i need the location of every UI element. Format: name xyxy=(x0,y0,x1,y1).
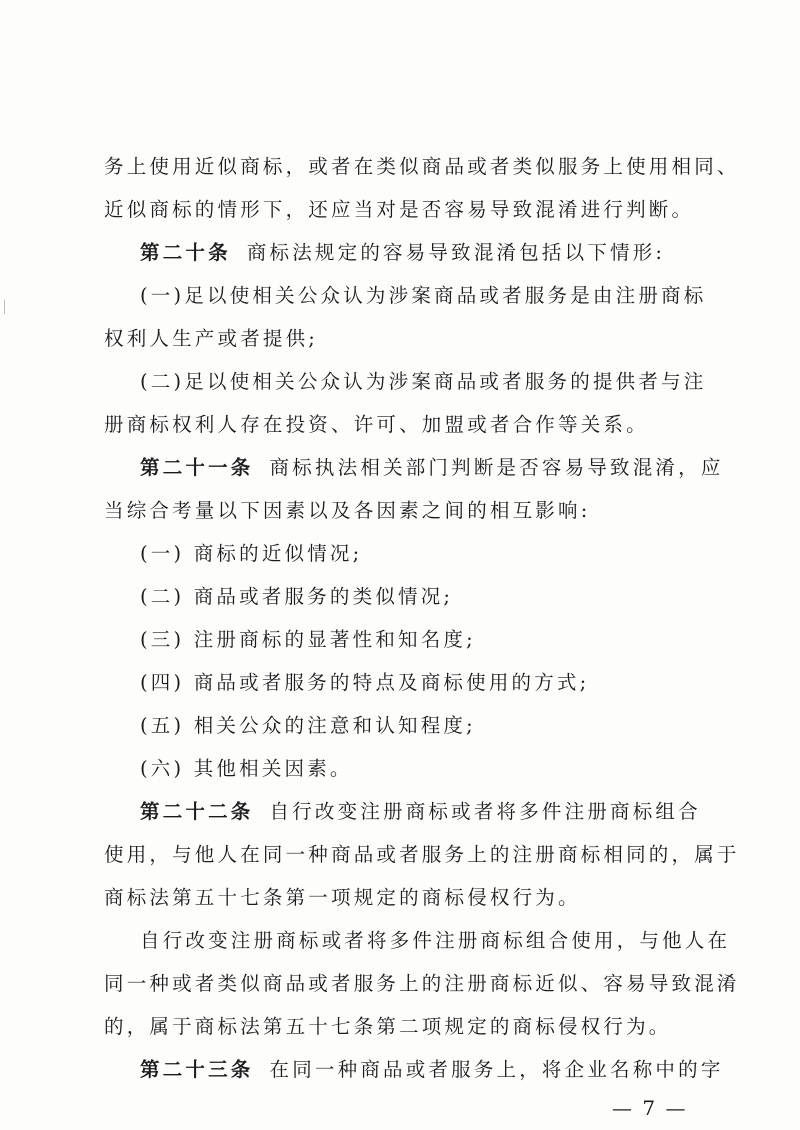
text-line: 自行改变注册商标或者将多件注册商标组合 xyxy=(269,800,701,823)
text-line: 近似商标的情形下，还应当对是否容易导致混淆进行判断。 xyxy=(104,198,695,221)
list-item: (五) 相关公众的注意和认知程度; xyxy=(140,714,476,737)
article-21-heading: 第二十一条 xyxy=(140,456,254,479)
article-22-heading: 第二十二条 xyxy=(140,800,254,823)
text-line: 同一种或者类似商品或者服务上的注册商标近似、容易导致混淆 xyxy=(104,972,740,995)
article-20-paragraph xyxy=(0,239,800,267)
text-line: (二)足以使相关公众认为涉案商品或者服务的提供者与注 xyxy=(140,370,707,393)
article-22-paragraph xyxy=(0,798,800,826)
text-line: 使用，与他人在同一种商品或者服务上的注册商标相同的，属于 xyxy=(104,843,740,866)
list-item: (二) 商品或者服务的类似情况; xyxy=(140,585,454,608)
text-line: 自行改变注册商标或者将多件注册商标组合使用，与他人在 xyxy=(140,929,731,952)
list-item: (一) 商标的近似情况; xyxy=(140,542,363,565)
article-23-heading: 第二十三条 xyxy=(140,1058,254,1081)
text-line: 务上使用近似商标，或者在类似商品或者类似服务上使用相同、 xyxy=(104,155,740,178)
text-line: (一)足以使相关公众认为涉案商品或者服务是由注册商标 xyxy=(140,284,707,307)
text-line: 册商标权利人存在投资、许可、加盟或者合作等关系。 xyxy=(104,413,649,436)
text-line: 在同一种商品或者服务上，将企业名称中的字 xyxy=(269,1058,724,1081)
article-20-heading: 第二十条 xyxy=(140,241,231,264)
list-item: (六) 其他相关因素。 xyxy=(140,757,353,780)
text-line: 当综合考量以下因素以及各因素之间的相互影响: xyxy=(104,499,591,522)
page-number: — 7 — xyxy=(612,1096,688,1120)
text-line: 商标法第五十七条第一项规定的商标侵权行为。 xyxy=(104,886,581,909)
list-item: (四) 商品或者服务的特点及商标使用的方式; xyxy=(140,671,590,694)
text-line: 商标法规定的容易导致混淆包括以下情形: xyxy=(246,241,666,264)
text-line: 的，属于商标法第五十七条第二项规定的商标侵权行为。 xyxy=(104,1015,672,1038)
text-line: 权利人生产或者提供; xyxy=(104,327,319,350)
list-item: (三) 注册商标的显著性和知名度; xyxy=(140,628,476,651)
article-23-paragraph xyxy=(0,1056,800,1084)
article-21-paragraph xyxy=(0,454,800,482)
text-line: 商标执法相关部门判断是否容易导致混淆，应 xyxy=(269,456,724,479)
